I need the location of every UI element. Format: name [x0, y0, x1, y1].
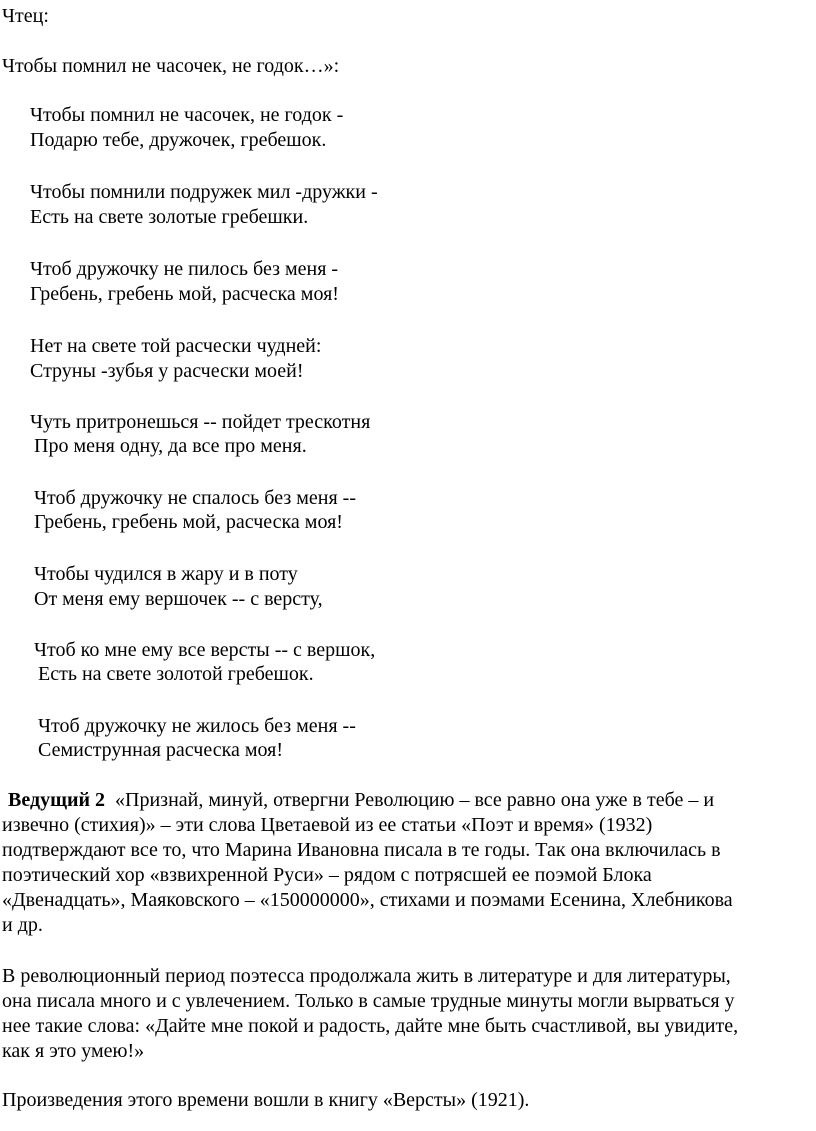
paragraph-line: «Признай, минуй, отвергни Революцию – все равно она уже в тебе – и	[115, 789, 715, 811]
poem-line: Чтобы чудился в жару и в поту	[34, 563, 298, 585]
paragraph-line: извечно (стихия)» – эти слова Цветаевой из ее статьи «Поэт и время» (1932)	[2, 814, 653, 836]
paragraph-line: нее такие слова: «Дайте мне покой и радость, дайте мне быть счастливой, вы увидите,	[2, 1015, 739, 1037]
poem-line: Чтоб дружочку не пилось без меня -	[30, 258, 339, 280]
host-first-line	[8, 788, 714, 812]
paragraph-line: «Двенадцать», Маяковского – «150000000», стихами и поэмами Есенина, Хлебникова	[2, 889, 733, 911]
paragraph-line: и др.	[2, 914, 43, 936]
paragraph-line: она писала много и с увлечением. Только в самые трудные минуты могли вырваться у	[2, 990, 735, 1012]
paragraph-line: подтверждают все то, что Марина Ивановна писала в те годы. Так она включилась в	[2, 839, 721, 861]
poem-line: Гребень, гребень мой, расческа моя!	[30, 283, 339, 305]
poem-line: Гребень, гребень мой, расческа моя!	[34, 511, 343, 533]
speaker-name: Ведущий 2	[8, 789, 106, 811]
poem-line: Есть на свете золотой гребешок.	[38, 663, 314, 685]
poem-line: Чтоб дружочку не спалось без меня --	[34, 487, 356, 509]
poem-line: Подарю тебе, дружочек, гребешок.	[30, 129, 327, 151]
poem-line: От меня ему вершочек -- с версту,	[34, 588, 323, 610]
paragraph-line: как я это умею!»	[2, 1040, 145, 1062]
poem-line: Семиструнная расческа моя!	[38, 739, 283, 761]
poem-title: Чтобы помнил не часочек, не годок…»:	[2, 55, 340, 77]
poem-line: Чуть притронешься -- пойдет трескотня	[30, 411, 371, 433]
paragraph-line: В революционный период поэтесса продолжала жить в литературе и для литературы,	[2, 965, 731, 987]
reader-label: Чтец:	[2, 5, 49, 27]
poem-line: Чтоб ко мне ему все версты -- с вершок,	[34, 639, 376, 661]
poem-line: Про меня одну, да все про меня.	[34, 435, 307, 457]
poem-line: Чтобы помнил не часочек, не годок -	[30, 104, 344, 126]
poem-line: Есть на свете золотые гребешки.	[30, 206, 309, 228]
paragraph-line: поэтический хор «взвихренной Руси» – рядом с потрясшей ее поэмой Блока	[2, 864, 652, 886]
poem-line: Нет на свете той расчески чудней:	[30, 335, 322, 357]
poem-line: Чтоб дружочку не жилось без меня --	[38, 715, 356, 737]
paragraph-line: Произведения этого времени вошли в книгу «Версты» (1921).	[2, 1089, 530, 1111]
poem-line: Чтобы помнили подружек мил -дружки -	[30, 181, 378, 203]
poem-line: Струны -зубья у расчески моей!	[30, 360, 304, 382]
